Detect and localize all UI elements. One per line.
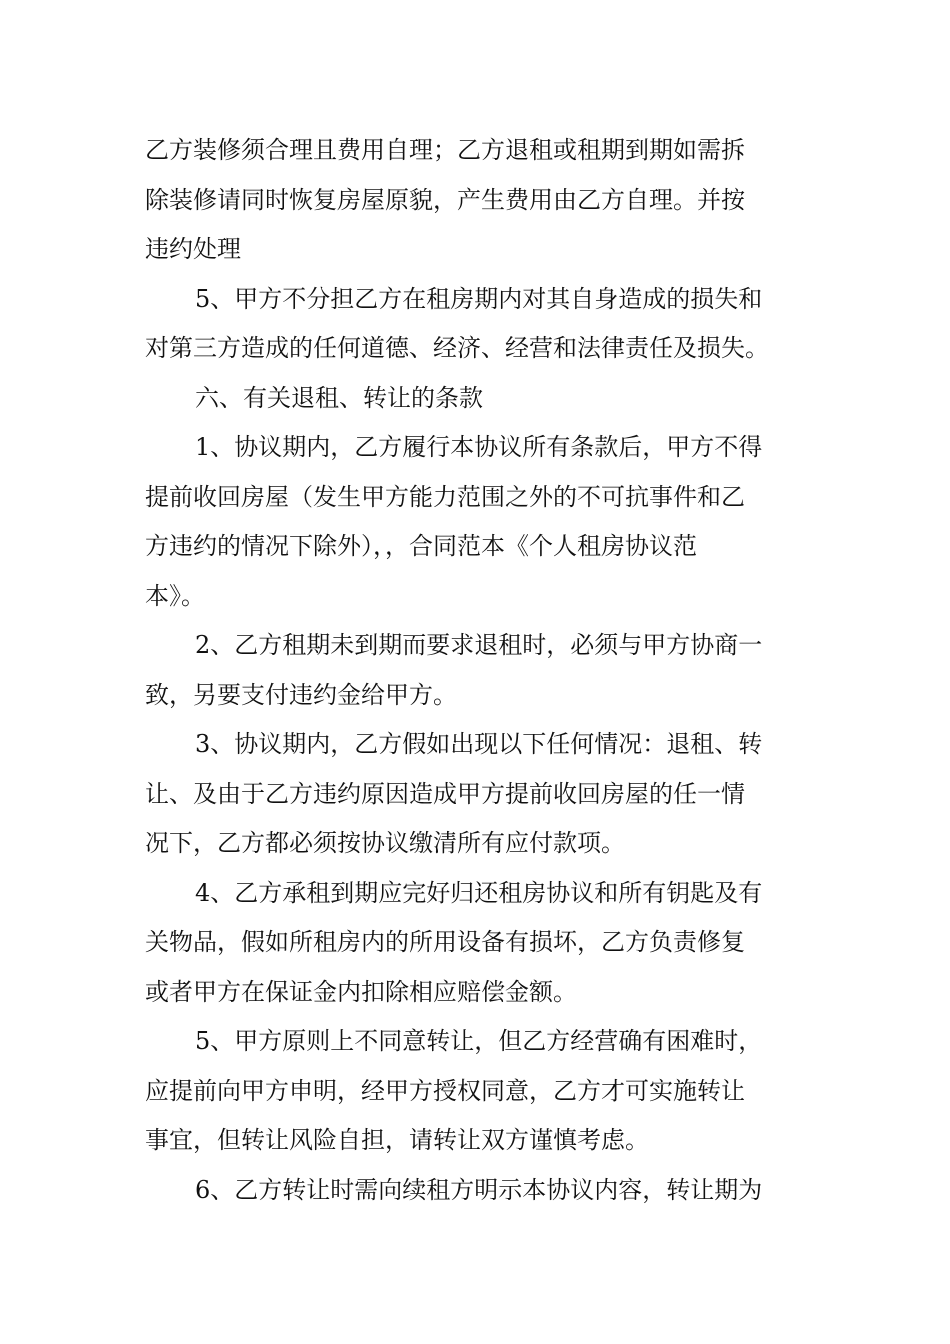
text-line: 本》。 bbox=[145, 581, 205, 610]
text-line: 致，另要支付违约金给甲方。 bbox=[145, 680, 457, 709]
text-line: 除装修请同时恢复房屋原貌，产生费用由乙方自理。并按 bbox=[145, 185, 745, 214]
text-line: 4、乙方承租到期应完好归还租房协议和所有钥匙及有 bbox=[195, 878, 763, 907]
text-line: 3、协议期内，乙方假如出现以下任何情况：退租、转 bbox=[195, 730, 763, 758]
text-line: 提前收回房屋（发生甲方能力范围之外的不可抗事件和乙 bbox=[145, 482, 745, 511]
text-line: 5、甲方原则上不同意转让，但乙方经营确有困难时， bbox=[195, 1027, 763, 1055]
text-line: 1、协议期内，乙方履行本协议所有条款后，甲方不得 bbox=[195, 433, 763, 461]
text-line: 关物品，假如所租房内的所用设备有损坏，乙方负责修复 bbox=[145, 928, 745, 956]
text-line: 乙方装修须合理且费用自理；乙方退租或租期到期如需拆 bbox=[145, 136, 745, 164]
text-line: 况下，乙方都必须按协议缴清所有应付款项。 bbox=[145, 829, 625, 857]
text-line: 违约处理 bbox=[145, 235, 241, 263]
text-line: 应提前向甲方申明，经甲方授权同意，乙方才可实施转让 bbox=[145, 1076, 745, 1105]
text-line: 事宜，但转让风险自担，请转让双方谨慎考虑。 bbox=[145, 1126, 649, 1154]
text-line: 2、乙方租期未到期而要求退租时，必须与甲方协商一 bbox=[195, 631, 763, 659]
text-line: 6、乙方转让时需向续租方明示本协议内容，转让期为 bbox=[195, 1175, 763, 1204]
text-line: 方违约的情况下除外），，合同范本《个人租房协议范 bbox=[145, 532, 697, 560]
text-line: 让、及由于乙方违约原因造成甲方提前收回房屋的任一情 bbox=[145, 779, 745, 808]
text-line: 5、甲方不分担乙方在租房期内对其自身造成的损失和 bbox=[195, 284, 763, 313]
text-line: 对第三方造成的任何道德、经济、经营和法律责任及损失。 bbox=[145, 334, 769, 362]
section-heading: 六、有关退租、转让的条款 bbox=[195, 383, 483, 412]
document-body bbox=[145, 126, 810, 1215]
text-line: 或者甲方在保证金内扣除相应赔偿金额。 bbox=[145, 977, 577, 1006]
